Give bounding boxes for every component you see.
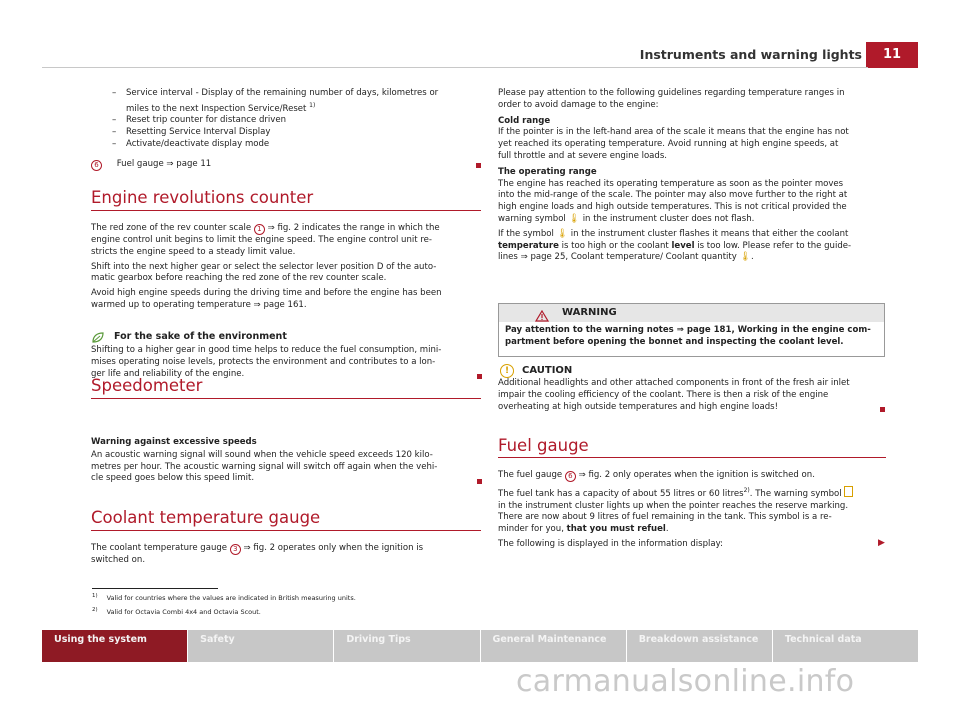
end-mark <box>477 479 482 484</box>
heading-rule <box>91 530 481 531</box>
heading-rev-counter: Engine revolutions counter <box>91 188 314 207</box>
warning-title: WARNING <box>562 307 617 318</box>
nav-tab-general-maintenance[interactable]: General Maintenance <box>480 630 626 662</box>
coolant-text: The coolant temperature gauge 3 ⇒ fig. 2 operates only when the ignition is switched on. <box>91 543 424 565</box>
footnote: $^{2)}$ Valid for Octavia Combi 4x4 and Octavia Scout. <box>92 607 261 617</box>
nav-tab-breakdown-assistance[interactable]: Breakdown assistance <box>626 630 772 662</box>
watermark: carmanualsonline.info <box>516 664 855 699</box>
warning-text: Pay attention to the warning notes ⇒ page 181, Working in the engine com- partment before opening the bonnet and inspecting the coolant level. <box>505 325 871 347</box>
heading-fuel-gauge: Fuel gauge <box>498 436 589 455</box>
list-item: – Reset trip counter for distance driven <box>112 115 287 126</box>
thermometer-icon: 🌡 <box>739 252 751 263</box>
callout-1: 1 <box>254 224 265 235</box>
callout-6: 6 <box>565 471 576 482</box>
footnote: $^{1)}$ Valid for countries where the values are indicated in British measuring units. <box>92 593 356 603</box>
heading-coolant: Coolant temperature gauge <box>91 508 321 527</box>
warning-title-bar <box>499 304 884 322</box>
nav-tab-driving-tips[interactable]: Driving Tips <box>333 630 479 662</box>
env-heading: For the sake of the environment <box>114 331 287 342</box>
thermometer-icon: 🌡 <box>568 213 580 224</box>
thermometer-icon: 🌡 <box>556 228 569 239</box>
running-header-title: Instruments and warning lights <box>639 47 862 62</box>
nav-tab-technical-data[interactable]: Technical data <box>772 630 918 662</box>
end-mark <box>880 407 885 412</box>
right-text: Please pay attention to the following guidelines regarding temperature ranges in order to avoid damage to the engine: Cold range If the pointer is in the left-hand area of the scale it means that the engine has not yet reached its operating temperature. Avoid running at high engine speeds, at full throttle and at severe engine loads. The operating range The engine has reached its operating temperature as soon as the pointer moves into the mid-range of the scale. The pointer may also move further to the right at high engine loads and high outside temperatures. This is not critical provided the warning symbol 🌡 in the instrument cluster does not flash. If the symbol 🌡 in the instrument cluster flashes it means that either the coolant temperature is too high or the coolant level is too low. Please refer to the guide- lines ⇒ page 25, Coolant temperature/ Coolant quantity 🌡. <box>498 88 852 263</box>
footnote-rule <box>92 588 218 589</box>
caution-text: Additional headlights and other attached components in front of the fresh air inlet impair the cooling efficiency of the coolant. There is then a risk of the engine overheating at high outside temperatures and high engine loads! <box>498 378 850 412</box>
env-text: Shifting to a higher gear in good time helps to reduce the fuel consumption, mini- mises operating noise levels, protects the environment and contributes to a lon- ger life and reliability of the engine. <box>91 345 442 379</box>
heading-rule <box>498 457 886 458</box>
speedo-text: Warning against excessive speeds An acoustic warning signal will sound when the vehicle speed exceeds 120 kilo- metres per hour. The acoustic warning signal will switch off again when the vehi- cle speed goes below this speed limit. <box>91 437 438 484</box>
heading-rule <box>91 210 481 211</box>
callout-3: 3 <box>230 544 241 555</box>
list-item: – Resetting Service Interval Display <box>112 127 271 138</box>
nav-tab-using-the-system[interactable]: Using the system <box>42 630 187 662</box>
fuel-gauge-item: 6 Fuel gauge ⇒ page 11 <box>91 159 481 171</box>
page-number: 11 <box>866 42 918 68</box>
continue-arrow-icon: ▶ <box>878 538 885 548</box>
header-rule <box>42 67 868 68</box>
list-item: – Service interval - Display of the remaining number of days, kilometres or miles to the next Inspection Service/Reset $^{1)}$ <box>112 88 439 114</box>
heading-rule <box>91 398 481 399</box>
fuel-text: The fuel gauge 6 ⇒ fig. 2 only operates when the ignition is switched on. The fuel tank has a capacity of about 55 litres or 60 litres$^{2)}$. The warning symbol in the instrument cluster lights up when the pointer reaches the reserve marking. There are now about 9 litres of fuel remaining in the tank. This symbol is a re- minder for you, that you must refuel. The following is displayed in the information display: <box>498 470 888 551</box>
callout-6: 6 <box>91 160 102 171</box>
list-item: – Activate/deactivate display mode <box>112 139 270 150</box>
rev-text: The red zone of the rev counter scale 1 ⇒ fig. 2 indicates the range in which the engine control unit begins to limit the engine speed. The engine control unit re- stricts the engine speed to a steady limit value. Shift into the next higher gear or select the selector lever position D of the auto- matic gearbox before reaching the red zone of the rev counter scale. Avoid high engine speeds during the driving time and before the engine has been warmed up to operating temperature ⇒ page 161. <box>91 223 442 310</box>
nav-tab-safety[interactable]: Safety <box>187 630 333 662</box>
fuel-pump-icon <box>844 486 853 497</box>
caution-icon: ! <box>500 364 514 378</box>
left-list <box>112 88 482 151</box>
warning-triangle-icon <box>535 307 549 326</box>
end-mark <box>477 374 482 379</box>
end-mark <box>476 163 481 168</box>
heading-speedometer: Speedometer <box>91 376 203 395</box>
chapter-nav <box>42 630 918 662</box>
caution-title: CAUTION <box>522 365 573 376</box>
